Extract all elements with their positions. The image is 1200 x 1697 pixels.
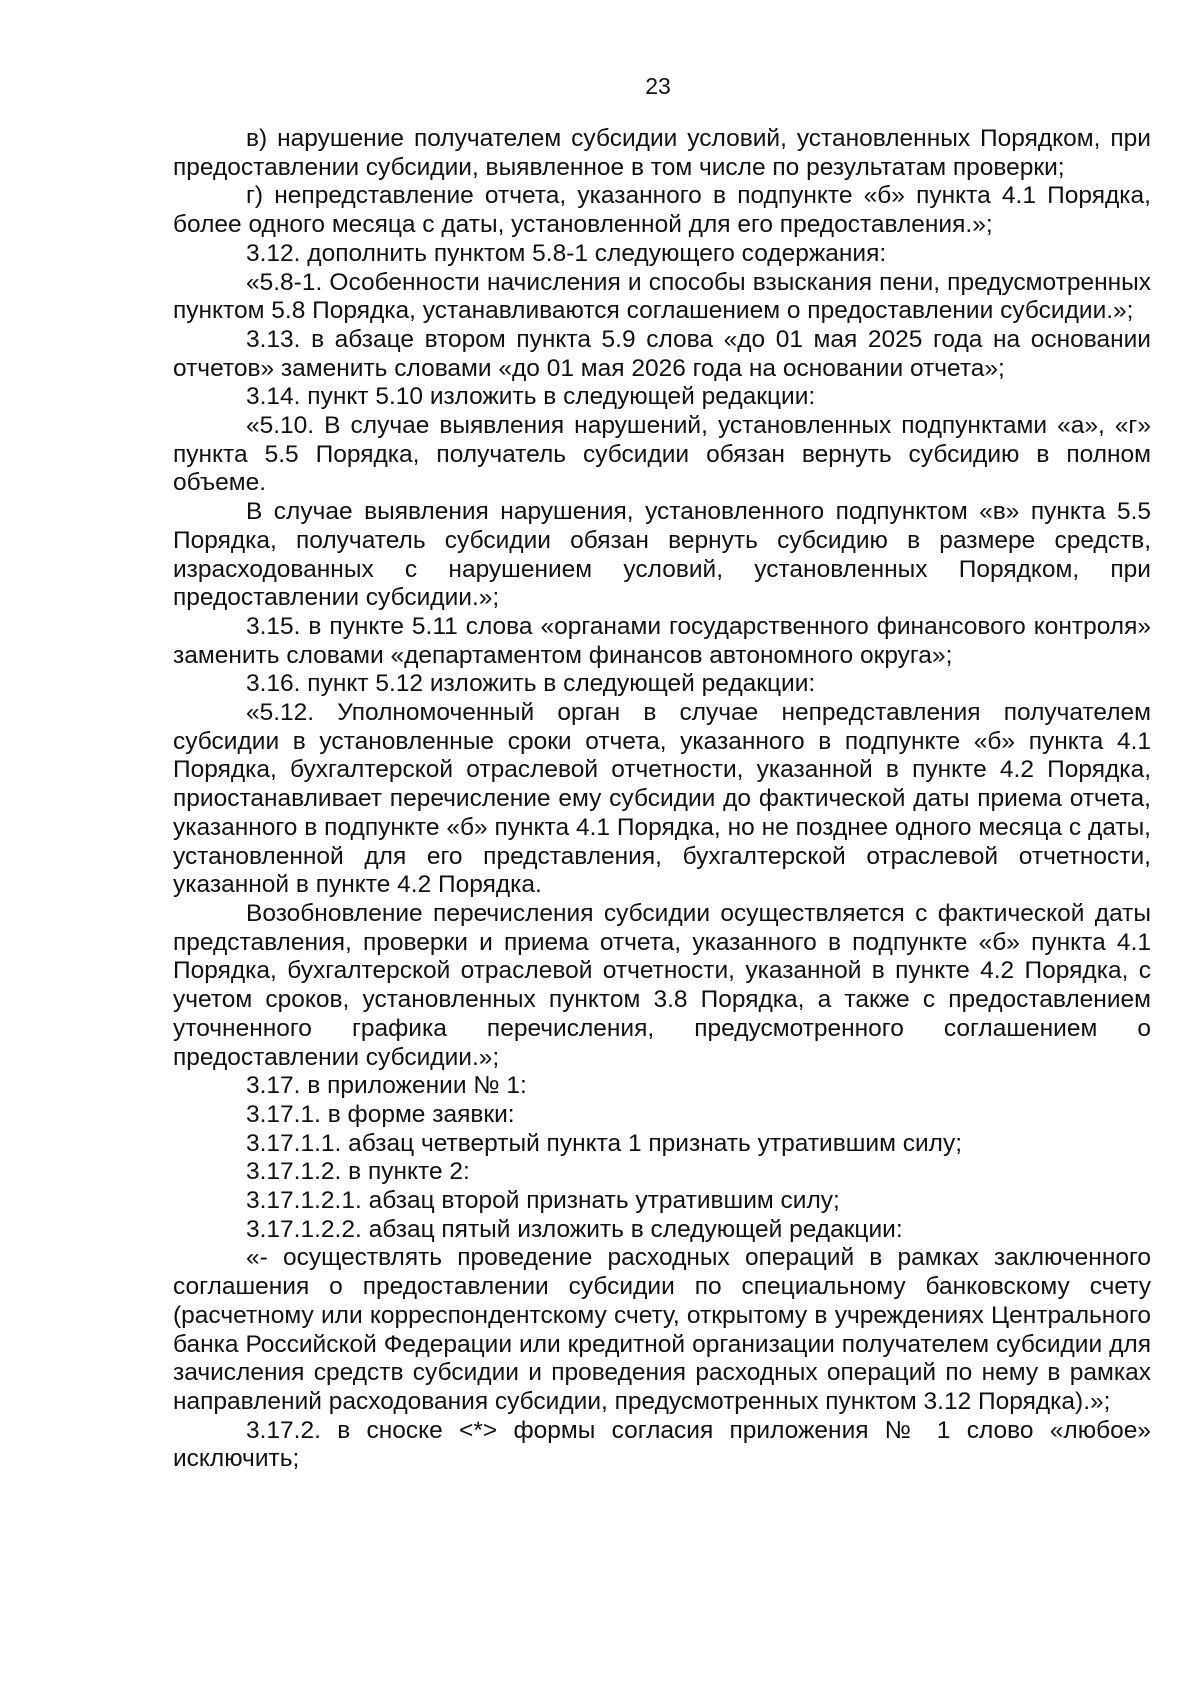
paragraph: «5.12. Уполномоченный орган в случае непредставления получателем субсидии в установленные сроки отчета, указанного в подпункте «б» пункта 4.1 Порядка, бухгалтерской отраслевой отчетности, указанной в пункте 4.2 Порядка, приостанавливает перечисление ему субсидии до фактической даты приема отчета, указанного в подпункте «б» пункта 4.1 Порядка, но не позднее одного месяца с даты, установленной для его представления, бухгалтерской отраслевой отчетности, указанной в пункте 4.2 Порядка. bbox=[173, 699, 1151, 899]
paragraph: 3.17.2. в сноске <*> формы согласия приложения № 1 слово «любое» исключить; bbox=[173, 1416, 1151, 1473]
paragraph: 3.17.1.1. абзац четвертый пункта 1 признать утратившим силу; bbox=[246, 1129, 963, 1157]
paragraph: 3.13. в абзаце втором пункта 5.9 слова «до 01 мая 2025 года на основании отчетов» заменить словами «до 01 мая 2026 года на основании отчета»; bbox=[173, 325, 1151, 382]
paragraph: 3.17.1.2.2. абзац пятый изложить в следующей редакции: bbox=[246, 1215, 903, 1243]
paragraph: в) нарушение получателем субсидии условий, установленных Порядком, при предоставлении субсидии, выявленное в том числе по результатам проверки; bbox=[173, 125, 1151, 181]
paragraph: 3.14. пункт 5.10 изложить в следующей редакции: bbox=[246, 383, 816, 411]
paragraph: Возобновление перечисления субсидии осуществляется с фактической даты представления, проверки и приема отчета, указанного в подпункте «б» пункта 4.1 Порядка, бухгалтерской отраслевой отчетности, указанной в пункте 4.2 Порядка, с учетом сроков, установленных пунктом 3.8 Порядка, а также с предоставлением уточненного графика перечисления, предусмотренного соглашением о предоставлении субсидии.»; bbox=[173, 899, 1151, 1071]
paragraph: 3.17.1.2. в пункте 2: bbox=[246, 1158, 470, 1186]
paragraph: 3.17. в приложении № 1: bbox=[246, 1072, 527, 1100]
paragraph: «- осуществлять проведение расходных операций в рамках заключенного соглашения о предоставлении субсидии по специальному банковскому счету (расчетному или корреспондентскому счету, открытому в учреждениях Центрального банка Российской Федерации или кредитной организации получателем субсидии для зачисления средств субсидии и проведения расходных операций по нему в рамках направлений расходования субсидии, предусмотренных пунктом 3.12 Порядка).»; bbox=[173, 1244, 1151, 1415]
paragraph: 3.16. пункт 5.12 изложить в следующей редакции: bbox=[246, 670, 816, 698]
paragraph: 3.17.1.2.1. абзац второй признать утратившим силу; bbox=[246, 1187, 840, 1215]
paragraph: 3.17.1. в форме заявки: bbox=[246, 1100, 515, 1128]
paragraph: 3.15. в пункте 5.11 слова «органами государственного финансового контроля» заменить словами «департаментом финансов автономного округа»; bbox=[173, 612, 1151, 669]
paragraph: г) непредставление отчета, указанного в подпункте «б» пункта 4.1 Порядка, более одного месяца с даты, установленной для его предоставления.»; bbox=[173, 182, 1151, 239]
page-number: 23 bbox=[645, 73, 671, 99]
paragraph: 3.12. дополнить пунктом 5.8-1 следующего содержания: bbox=[246, 239, 887, 267]
paragraph: «5.10. В случае выявления нарушений, установленных подпунктами «а», «г» пункта 5.5 Порядка, получатель субсидии обязан вернуть субсидию в полном объеме. bbox=[173, 412, 1151, 497]
paragraph: «5.8-1. Особенности начисления и способы взыскания пени, предусмотренных пунктом 5.8 Порядка, устанавливаются соглашением о предоставлении субсидии.»; bbox=[173, 268, 1151, 325]
paragraph: В случае выявления нарушения, установленного подпунктом «в» пункта 5.5 Порядка, получатель субсидии обязан вернуть субсидию в размере средств, израсходованных с нарушением условий, установленных Порядком, при предоставлении субсидии.»; bbox=[173, 498, 1151, 612]
document-body bbox=[173, 125, 1151, 1474]
